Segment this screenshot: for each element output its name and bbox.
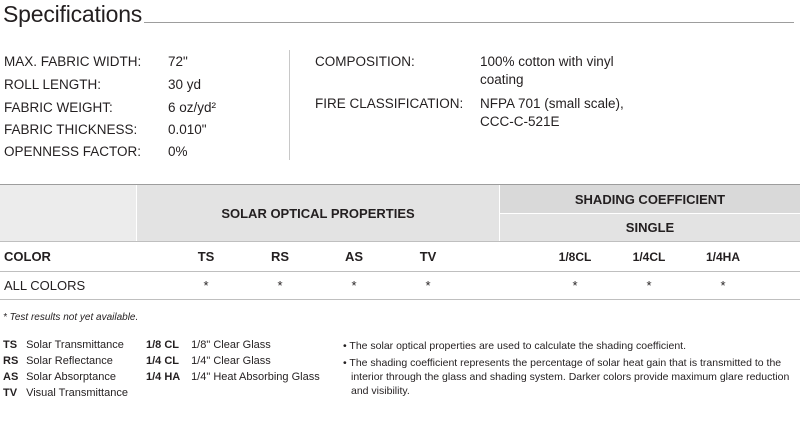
shading-coefficient-header: SHADING COEFFICIENT bbox=[500, 185, 800, 213]
legend-item bbox=[3, 369, 143, 385]
legend-abbr: TV bbox=[3, 387, 18, 399]
legend-abbr: AS bbox=[3, 371, 19, 383]
spec-label-fabric-thickness: FABRIC THICKNESS: bbox=[4, 122, 138, 137]
legend-text: Solar Reflectance bbox=[26, 355, 113, 367]
col-header-quarter-cl: 1/4CL bbox=[632, 249, 666, 264]
page-title: Specifications bbox=[3, 1, 143, 27]
legend-text: Solar Transmittance bbox=[26, 339, 124, 351]
legend-abbr: RS bbox=[3, 355, 19, 367]
legend-abbr: TS bbox=[3, 339, 18, 351]
solar-optical-header: SOLAR OPTICAL PROPERTIES bbox=[137, 185, 499, 241]
col-header-quarter-ha: 1/4HA bbox=[705, 249, 740, 264]
value-tv: * bbox=[425, 278, 431, 293]
value-ts: * bbox=[203, 278, 209, 293]
optical-legend bbox=[3, 337, 143, 401]
optical-properties-table bbox=[0, 184, 800, 300]
col-header-as: AS bbox=[344, 249, 364, 264]
table-corner-cell bbox=[0, 185, 136, 241]
col-header-tv: TV bbox=[419, 249, 437, 264]
row-label-all-colors: ALL COLORS bbox=[4, 278, 86, 293]
spec-label-openness: OPENNESS FACTOR: bbox=[4, 144, 142, 159]
color-header: COLOR bbox=[4, 249, 51, 264]
legend-item bbox=[3, 385, 143, 401]
spec-value-fire-class-line2: CCC-C-521E bbox=[480, 114, 560, 129]
single-header: SINGLE bbox=[500, 214, 800, 241]
legend-item bbox=[3, 353, 143, 369]
legend-item bbox=[3, 337, 143, 353]
bullet-item: • The shading coefficient represents the percentage of solar heat gain that is transmitted to the interior through the glass and shading system. Darker colors provide maximum glare reduction and visibility. bbox=[343, 357, 790, 397]
table-bottom-rule bbox=[0, 299, 800, 300]
spec-value-fire-class-line1: NFPA 701 (small scale), bbox=[480, 96, 624, 111]
legend-item bbox=[146, 369, 341, 385]
col-header-eighth-cl: 1/8CL bbox=[558, 249, 592, 264]
legend-item bbox=[146, 337, 341, 353]
legend-item bbox=[146, 353, 341, 369]
bullet-item: • The solar optical properties are used to calculate the shading coefficient. bbox=[343, 340, 686, 352]
col-header-rs: RS bbox=[270, 249, 290, 264]
bullet-notes bbox=[343, 339, 793, 398]
header-bottom-rule bbox=[0, 241, 800, 242]
spec-label-max-width: MAX. FABRIC WIDTH: bbox=[4, 54, 142, 69]
value-as: * bbox=[351, 278, 357, 293]
spec-value-fabric-weight: 6 oz/yd² bbox=[168, 100, 217, 115]
legend-text: Visual Transmittance bbox=[26, 387, 128, 399]
glass-legend bbox=[146, 337, 341, 385]
legend-abbr: 1/8 CL bbox=[146, 339, 180, 351]
spec-value-max-width: 72" bbox=[168, 54, 188, 69]
spec-label-fabric-weight: FABRIC WEIGHT: bbox=[4, 100, 113, 115]
spec-value-composition-line2: coating bbox=[480, 72, 524, 87]
spec-value-composition-line1: 100% cotton with vinyl bbox=[480, 54, 614, 69]
value-quarter-cl: * bbox=[646, 278, 652, 293]
spec-value-openness: 0% bbox=[168, 144, 188, 159]
title-rule bbox=[144, 22, 794, 23]
legend-abbr: 1/4 CL bbox=[146, 355, 180, 367]
value-quarter-ha: * bbox=[720, 278, 726, 293]
spec-value-fabric-thickness: 0.010" bbox=[168, 122, 207, 137]
legend-abbr: 1/4 HA bbox=[146, 371, 181, 383]
spec-label-roll-length: ROLL LENGTH: bbox=[4, 77, 102, 92]
value-rs: * bbox=[277, 278, 283, 293]
spec-value-roll-length: 30 yd bbox=[168, 77, 202, 92]
legend-text: 1/4" Heat Absorbing Glass bbox=[191, 371, 320, 383]
value-eighth-cl: * bbox=[572, 278, 578, 293]
spec-divider bbox=[289, 50, 290, 160]
legend-text: 1/8" Clear Glass bbox=[191, 339, 271, 351]
single-divider bbox=[500, 213, 800, 214]
spec-label-composition: COMPOSITION: bbox=[315, 54, 415, 69]
legend-text: 1/4" Clear Glass bbox=[191, 355, 271, 367]
spec-label-fire-class: FIRE CLASSIFICATION: bbox=[315, 96, 464, 111]
header-divider-left bbox=[136, 185, 137, 241]
legend-text: Solar Absorptance bbox=[26, 371, 116, 383]
col-header-ts: TS bbox=[197, 249, 215, 264]
footnote: * Test results not yet available. bbox=[3, 312, 139, 323]
